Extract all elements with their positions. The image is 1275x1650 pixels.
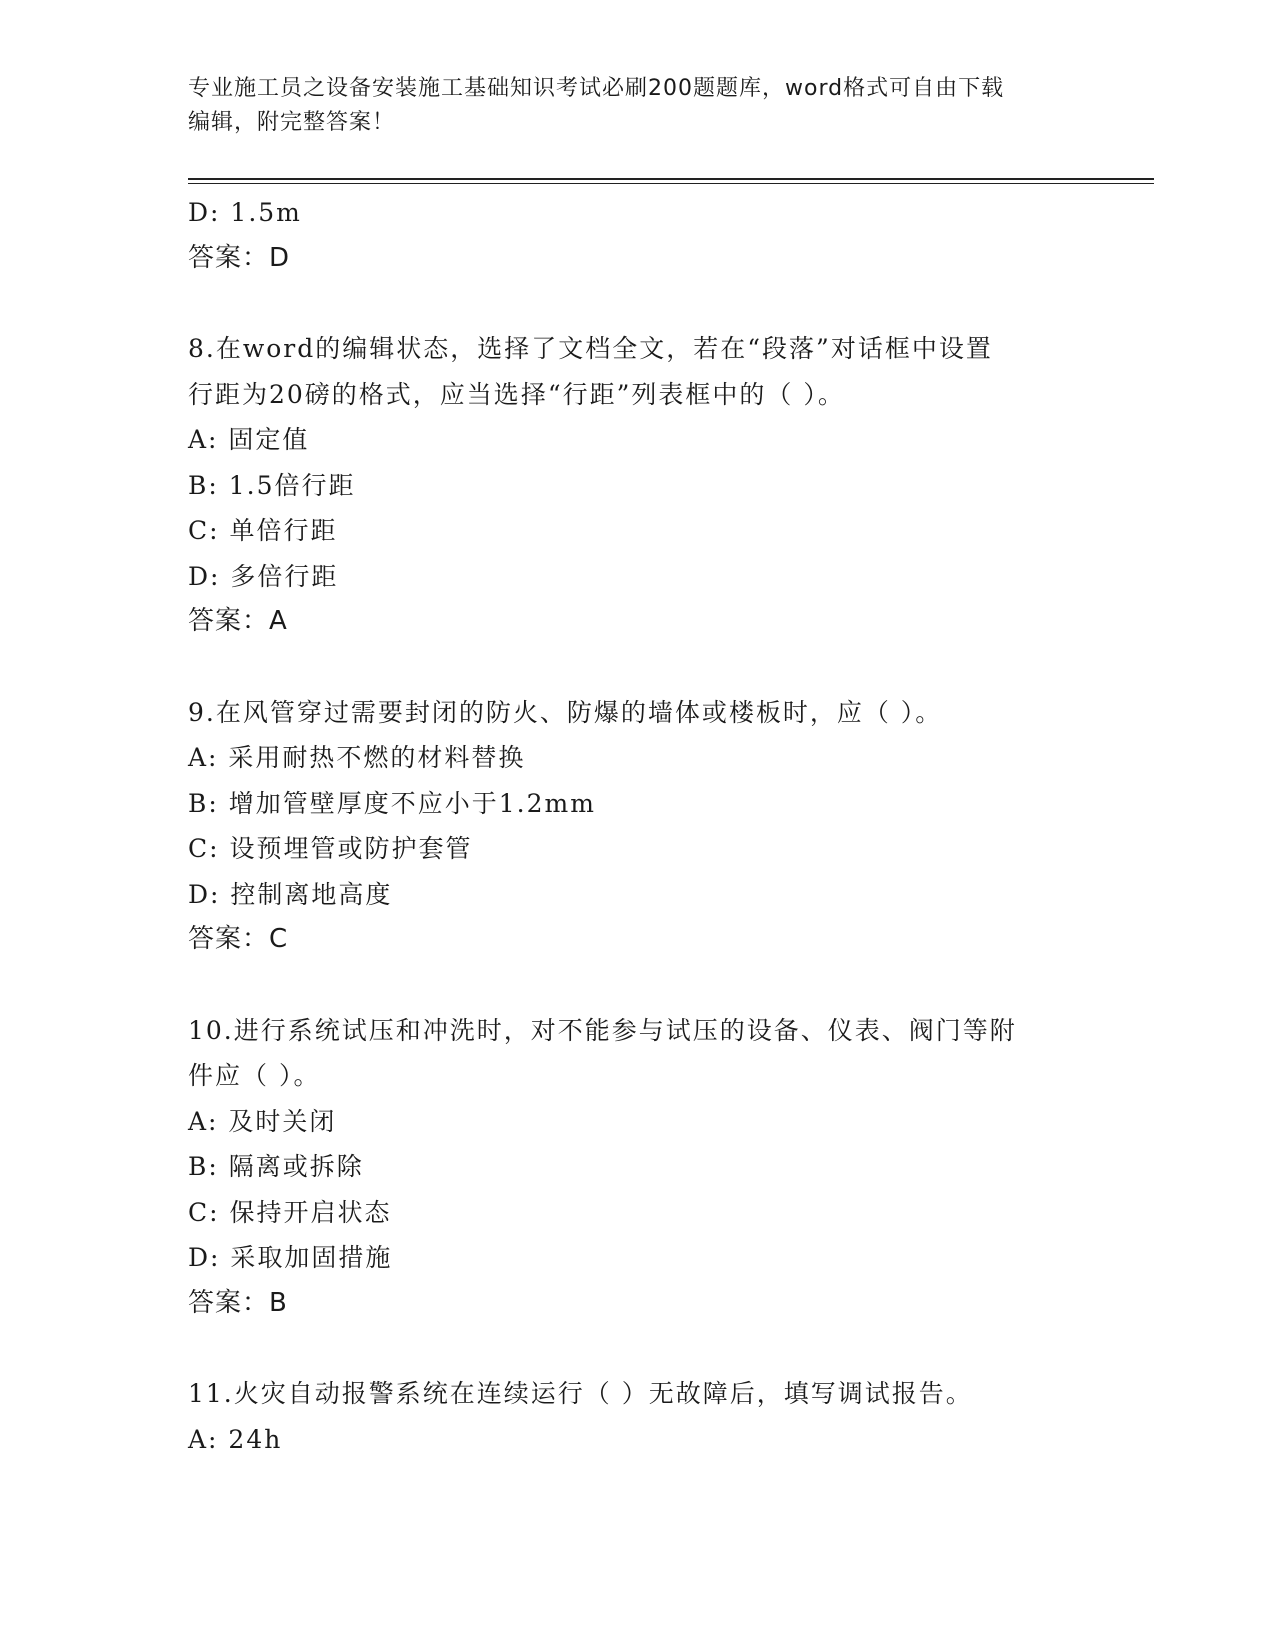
option-c: C: 单倍行距 xyxy=(188,516,338,545)
option-b: B: 1.5倍行距 xyxy=(188,470,356,500)
header-divider-thin xyxy=(188,183,1154,184)
document-header xyxy=(188,72,1068,140)
option-c: C: 保持开启状态 xyxy=(188,1197,392,1227)
header-line-1: 专业施工员之设备安装施工基础知识考试必刷200题题库，word格式可自由下载 xyxy=(188,76,1005,101)
question-stem-line-1: 11.火灾自动报警系统在连续运行（ ）无故障后，填写调试报告。 xyxy=(188,1379,973,1408)
option-a: A: 24h xyxy=(188,1424,283,1454)
option-c: C: 设预埋管或防护套管 xyxy=(188,834,473,863)
answer-line: 答案：D xyxy=(188,242,291,273)
question-list xyxy=(188,190,1088,1462)
option-a: A: 采用耐热不燃的材料替换 xyxy=(188,743,526,772)
option-d: D: 1.5m xyxy=(188,198,302,227)
header-divider xyxy=(188,178,1154,180)
question-stem-line-1: 8.在word的编辑状态，选择了文档全文，若在“段落”对话框中设置 xyxy=(188,334,993,363)
option-d: D: 控制离地高度 xyxy=(188,879,393,909)
answer-line: 答案：C xyxy=(188,924,289,954)
question-8 xyxy=(188,326,1088,645)
question-7 xyxy=(188,190,1088,281)
option-b: B: 增加管壁厚度不应小于1.2mm xyxy=(188,788,596,818)
option-a: A: 及时关闭 xyxy=(188,1106,337,1136)
answer-line: 答案：B xyxy=(188,1287,288,1318)
option-d: D: 采取加固措施 xyxy=(188,1243,393,1272)
question-10 xyxy=(188,1008,1088,1327)
question-stem-line-1: 10.进行系统试压和冲洗时，对不能参与试压的设备、仪表、阀门等附 xyxy=(188,1015,1017,1045)
option-d: D: 多倍行距 xyxy=(188,561,339,591)
answer-line: 答案：A xyxy=(188,606,288,636)
header-line-2: 编辑，附完整答案！ xyxy=(188,110,396,135)
option-b: B: 隔离或拆除 xyxy=(188,1152,364,1181)
question-stem-line-2: 行距为20磅的格式，应当选择“行距”列表框中的（ ）。 xyxy=(188,379,845,409)
option-a: A: 固定值 xyxy=(188,425,310,454)
question-stem-line-1: 9.在风管穿过需要封闭的防火、防爆的墙体或楼板时，应（ ）。 xyxy=(188,697,943,727)
question-stem-line-2: 件应（ ）。 xyxy=(188,1061,321,1090)
question-9 xyxy=(188,690,1088,963)
question-11 xyxy=(188,1371,1088,1462)
